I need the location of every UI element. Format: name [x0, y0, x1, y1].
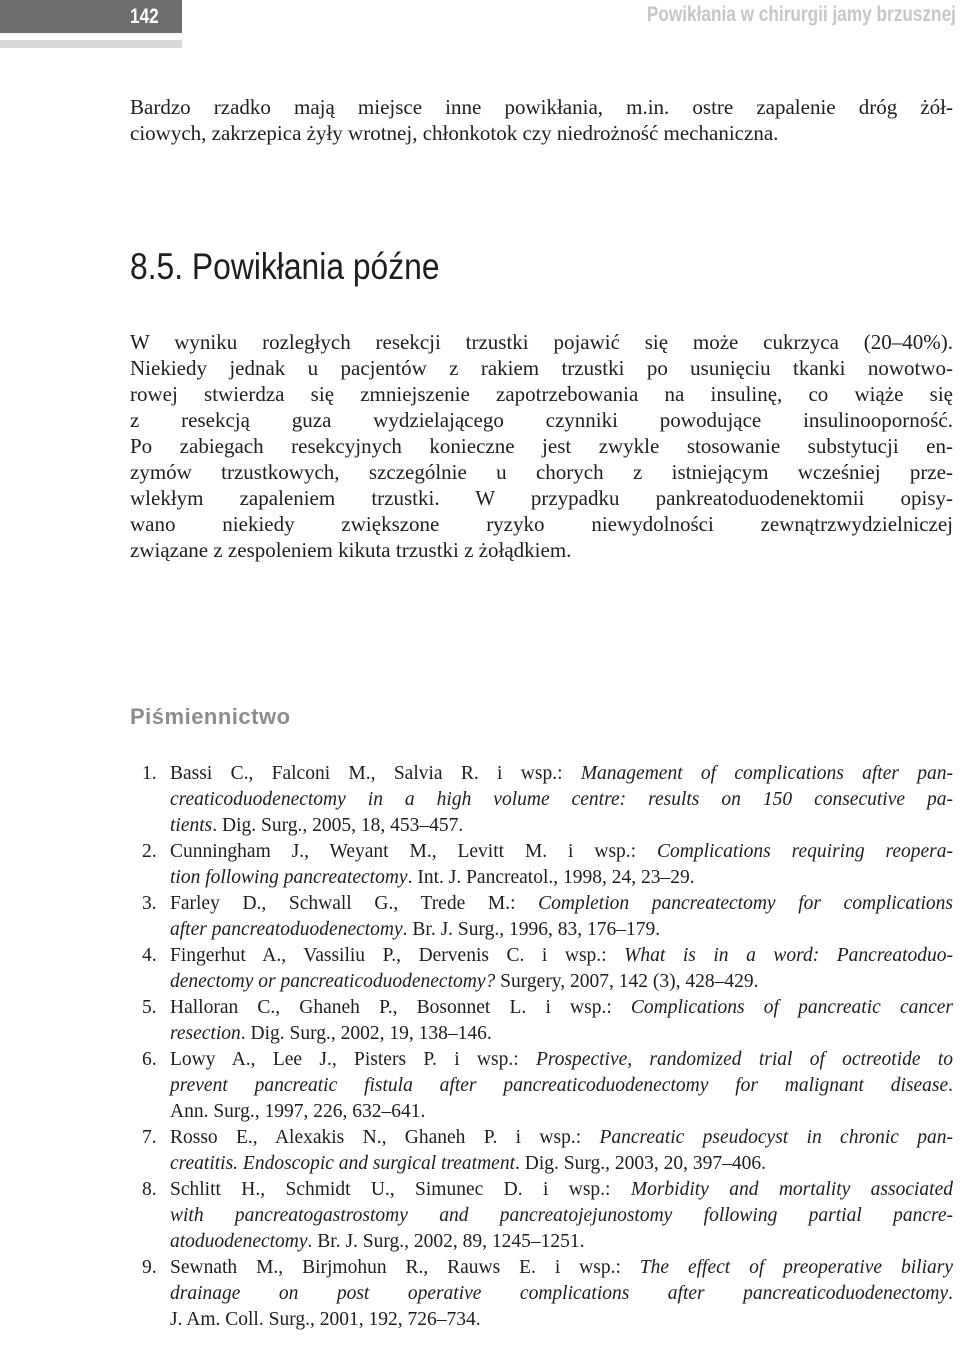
reference-number: 3.: [142, 893, 157, 914]
reference-text: Fingerhut A., Vassiliu P., Dervenis C. i wsp.:: [170, 945, 625, 966]
reference-text: . Dig. Surg., 2002, 19, 138–146.: [240, 1023, 492, 1044]
reference-title: creatitis. Endoscopic and surgical treatment: [170, 1153, 515, 1174]
text-line: wano niekiedy zwiększone ryzyko niewydolności zewnątrzwydzielniczej: [130, 512, 953, 536]
text-line: rowej stwierdza się zmniejszenie zapotrzebowania na insulinę, co wiąże się: [130, 382, 953, 406]
reference-title: after pancreatoduodenectomy: [170, 919, 403, 940]
reference-line: [170, 1125, 953, 1151]
reference-title: resection: [170, 1023, 241, 1044]
reference-title: Completion pancreatectomy for complications: [538, 893, 953, 914]
reference-text: . Br. J. Surg., 2002, 89, 1245–1251.: [307, 1231, 585, 1252]
reference-number: 7.: [142, 1127, 157, 1148]
reference-line: [170, 787, 953, 813]
reference-text: Schlitt H., Schmidt U., Simunec D. i wsp.:: [170, 1179, 631, 1200]
reference-line: [170, 1307, 953, 1333]
reference-line: [170, 839, 953, 865]
reference-line: [170, 1281, 953, 1307]
reference-title: Complications of pancreatic cancer: [630, 997, 953, 1018]
text-line: zymów trzustkowych, szczególnie u chorych z istniejącym wcześniej prze-: [130, 460, 953, 484]
references-list: [130, 761, 953, 1333]
reference-line: [170, 1099, 953, 1125]
reference-text: Cunningham J., Weyant M., Levitt M. i wsp.:: [170, 841, 657, 862]
reference-title: with pancreatogastrostomy and pancreatojejunostomy following partial pancre-: [170, 1205, 953, 1226]
reference-line: [170, 995, 953, 1021]
header-rule: [0, 40, 182, 48]
reference-title: What is in a word: Pancreatoduo-: [624, 945, 954, 966]
reference-line: [170, 969, 953, 995]
reference-text: . Dig. Surg., 2005, 18, 453–457.: [212, 815, 464, 836]
reference-line: [170, 1151, 953, 1177]
reference-text: . Dig. Surg., 2003, 20, 397–406.: [515, 1153, 766, 1174]
reference-item: [130, 1125, 953, 1177]
reference-title: prevent pancreatic fistula after pancreaticoduodenectomy for malignant disease: [170, 1075, 949, 1096]
reference-line: [170, 761, 953, 787]
reference-text: .: [948, 1283, 953, 1304]
reference-title: drainage on post operative complications after pancreaticoduodenectomy: [170, 1283, 949, 1304]
references-heading: Piśmiennictwo: [130, 704, 291, 729]
reference-line: [170, 1255, 953, 1281]
reference-number: 5.: [142, 997, 157, 1018]
reference-item: [130, 891, 953, 943]
reference-title: denectomy or pancreaticoduodenectomy?: [170, 971, 496, 992]
reference-title: tients: [170, 815, 213, 836]
reference-title: Prospective, randomized trial of octreotide to: [535, 1049, 953, 1070]
reference-line: [170, 1021, 953, 1047]
reference-title: tion following pancreatectomy: [170, 867, 408, 888]
reference-title: creaticoduodenectomy in a high volume centre: results on 150 consecutive pa-: [170, 789, 953, 810]
reference-item: [130, 1177, 953, 1255]
text-line: Bardzo rzadko mają miejsce inne powikłania, m.in. ostre zapalenie dróg żół-: [130, 95, 953, 119]
text-line: Po zabiegach resekcyjnych konieczne jest zwykle stosowanie substytucji en-: [130, 434, 953, 458]
reference-line: [170, 1047, 953, 1073]
text-line: W wyniku rozległych resekcji trzustki pojawić się może cukrzyca (20–40%).: [130, 330, 953, 354]
reference-line: [170, 917, 953, 943]
reference-title: Morbidity and mortality associated: [630, 1179, 953, 1200]
reference-text: Rosso E., Alexakis N., Ghaneh P. i wsp.:: [170, 1127, 600, 1148]
section-paragraph: [130, 329, 953, 563]
reference-line: [170, 943, 953, 969]
reference-text: Farley D., Schwall G., Trede M.:: [170, 893, 539, 914]
reference-item: [130, 839, 953, 891]
reference-number: 6.: [142, 1049, 157, 1070]
reference-line: [170, 1229, 953, 1255]
reference-line: [170, 891, 953, 917]
reference-text: Halloran C., Ghaneh P., Bosonnet L. i wsp.:: [170, 997, 631, 1018]
section-heading: 8.5. Powikłania późne: [130, 246, 440, 287]
reference-number: 8.: [142, 1179, 157, 1200]
running-title: Powikłania w chirurgii jamy brzusznej: [646, 3, 956, 26]
page-header: [0, 0, 960, 33]
reference-text: Lowy A., Lee J., Pisters P. i wsp.:: [170, 1049, 536, 1070]
reference-number: 9.: [142, 1257, 157, 1278]
reference-text: .: [948, 1075, 953, 1096]
reference-item: [130, 1255, 953, 1333]
page-number-box: [0, 0, 182, 33]
text-line: wlekłym zapaleniem trzustki. W przypadku pankreatoduodenektomii opisy-: [130, 486, 953, 510]
text-line: ciowych, zakrzepica żyły wrotnej, chłonkotok czy niedrożność mechaniczna.: [130, 121, 779, 145]
reference-number: 4.: [142, 945, 157, 966]
reference-text: Sewnath M., Birjmohun R., Rauws E. i wsp.:: [170, 1257, 640, 1278]
reference-text: Bassi C., Falconi M., Salvia R. i wsp.:: [170, 763, 581, 784]
reference-text: Surgery, 2007, 142 (3), 428–429.: [495, 971, 759, 992]
reference-line: [170, 1203, 953, 1229]
reference-line: [170, 1073, 953, 1099]
reference-line: [170, 865, 953, 891]
page-number: 142: [130, 5, 159, 28]
text-line: Niekiedy jednak u pacjentów z rakiem trzustki po usunięciu tkanki nowotwo-: [130, 356, 953, 380]
text-line: z resekcją guza wydzielającego czynniki powodujące insulinooporność.: [130, 408, 953, 432]
text-line: związane z zespoleniem kikuta trzustki z żołądkiem.: [130, 538, 572, 562]
reference-item: [130, 761, 953, 839]
reference-title: The effect of preoperative biliary: [639, 1257, 953, 1278]
reference-text: . Br. J. Surg., 1996, 83, 176–179.: [402, 919, 661, 940]
reference-title: Complications requiring reopera-: [656, 841, 953, 862]
reference-item: [130, 943, 953, 995]
reference-line: [170, 813, 953, 839]
reference-item: [130, 995, 953, 1047]
reference-number: 1.: [142, 763, 157, 784]
reference-number: 2.: [142, 841, 157, 862]
reference-text: J. Am. Coll. Surg., 2001, 192, 726–734.: [170, 1309, 481, 1330]
reference-item: [130, 1047, 953, 1125]
reference-title: Pancreatic pseudocyst in chronic pan-: [599, 1127, 953, 1148]
reference-line: [170, 1177, 953, 1203]
reference-title: atoduodenectomy: [170, 1231, 308, 1252]
reference-text: . Int. J. Pancreatol., 1998, 24, 23–29.: [407, 867, 695, 888]
intro-paragraph: [130, 94, 953, 146]
reference-title: Management of complications after pan-: [580, 763, 953, 784]
reference-text: Ann. Surg., 1997, 226, 632–641.: [170, 1101, 426, 1122]
